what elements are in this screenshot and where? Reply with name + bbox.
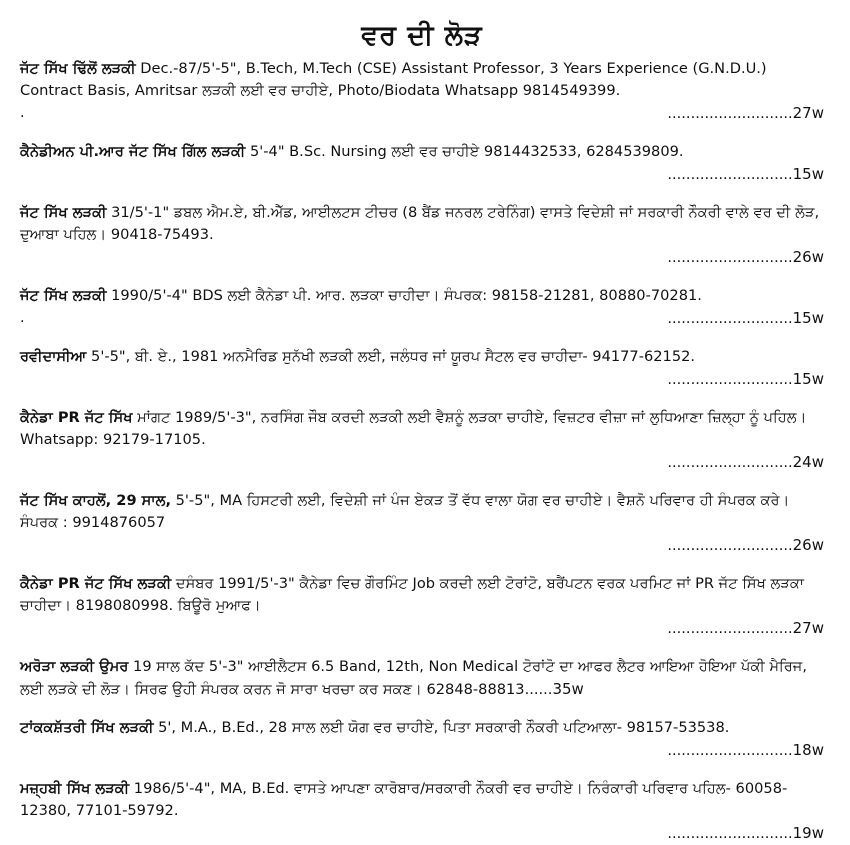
ad-dots: ........................... [667, 249, 793, 266]
ad-body: 5'-5", ਬੀ. ਏ., 1981 ਅਨਮੈਰਿਡ ਸੁਨੱਖੀ ਲੜਕੀ ਲਈ, ਜਲੰਧਰ ਜਾਂ ਯੂਰਪ ਸੈਟਲ ਵਰ ਚਾਹੀਦਾ- 94177-62152. [86, 348, 696, 365]
ad-heading: ਕੈਨੇਡਾ PR ਜੱਟ ਸਿੱਖ ਲੜਕੀ [20, 575, 172, 592]
ad-body: 1990/5'-4" BDS ਲਈ ਕੈਨੇਡਾ ਪੀ. ਆਰ. ਲੜਕਾ ਚਾਹੀਦਾ। ਸੰਪਰਕ: 98158-21281, 80880-70281. [106, 287, 702, 304]
ad-code: 15w [792, 370, 824, 388]
ad-code-line [20, 163, 824, 186]
ad-item [20, 778, 824, 845]
ad-body: 1986/5'-4", MA, B.Ed. ਵਾਸਤੇ ਆਪਣਾ ਕਾਰੋਬਾਰ/ਸਰਕਾਰੀ ਨੌਕਰੀ ਵਰ ਚਾਹੀਏ। ਨਿਰੰਕਾਰੀ ਪਰਿਵਾਰ ਪਹਿਲ- 60058-12380, 77101-59792. [20, 780, 788, 819]
ad-body: 31/5'-1" ਡਬਲ ਐਮ.ਏ, ਬੀ.ਐੱਡ, ਆਈਲਟਸ ਟੀਚਰ (8 ਬੈਂਡ ਜਨਰਲ ਟਰੇਨਿੰਗ) ਵਾਸਤੇ ਵਿਦੇਸ਼ੀ ਜਾਂ ਸਰਕਾਰੀ ਨੌਕਰੀ ਵਾਲੇ ਵਰ ਦੀ ਲੋੜ, ਦੁਆਬਾ ਪਹਿਲ। 90418-75493. [20, 204, 820, 243]
ad-body: 5', M.A., B.Ed., 28 ਸਾਲ ਲਈ ਯੋਗ ਵਰ ਚਾਹੀਏ, ਪਿਤਾ ਸਰਕਾਰੀ ਨੌਕਰੀ ਪਟਿਆਲਾ- 98157-53538. [153, 719, 730, 736]
ad-text [20, 717, 824, 739]
ad-heading: ਮਜ਼੍ਹਬੀ ਸਿੱਖ ਲੜਕੀ [20, 780, 130, 797]
ad-text [20, 285, 824, 307]
ad-code: 27w [792, 619, 824, 637]
ad-code: 15w [792, 309, 824, 327]
ad-body: Dec.-87/5'-5", B.Tech, M.Tech (CSE) Assistant Professor, 3 Years Experience (G.N.D.U.) Contract Basis, Amritsar ਲੜਕੀ ਲਈ ਵਰ ਚਾਹੀਏ, Photo/Biodata Whatsapp 9814549399. [20, 60, 767, 99]
ad-dots: ........................... [667, 537, 793, 554]
ad-lead-dot: . [20, 104, 25, 121]
ad-item [20, 141, 824, 186]
ad-item [20, 346, 824, 391]
ad-code-line [20, 368, 824, 391]
ad-body: 19 ਸਾਲ ਕੱਦ 5'-3" ਆਈਲੈਟਸ 6.5 Band, 12th, Non Medical ਟੋਰਾਂਟੋ ਦਾ ਆਫਰ ਲੈਟਰ ਆਇਆ ਹੋਇਆ ਪੱਕੀ ਮੈਰਿਜ, ਲਈ ਲੜਕੇ ਦੀ ਲੋੜ। ਸਿਰਫ ਉਹੀ ਸੰਪਰਕ ਕਰਨ ਜੋ ਸਾਰਾ ਖਰਚਾ ਕਰ ਸਕਣ। 62848-88813. [20, 658, 807, 698]
ad-text [20, 141, 824, 163]
ad-code-line [20, 822, 824, 845]
ad-code: 19w [792, 824, 824, 842]
ad-item [20, 407, 824, 474]
ad-code: 26w [792, 536, 824, 554]
ad-text [20, 407, 824, 451]
ad-text [20, 346, 824, 368]
ad-code: 15w [792, 165, 824, 183]
ad-body: ਦਸੰਬਰ 1991/5'-3" ਕੈਨੇਡਾ ਵਿਚ ਗੌਰਮਿੰਟ Job ਕਰਦੀ ਲਈ ਟੋਰਾਂਟੋ, ਬਰੈਂਪਟਨ ਵਰਕ ਪਰਮਿਟ ਜਾਂ PR ਜੱਟ ਸਿੱਖ ਲੜਕਾ ਚਾਹੀਦਾ। 8198080998. ਬਿਊਰੋ ਮੁਆਫ। [20, 575, 805, 614]
ad-code: 27w [792, 104, 824, 122]
ad-heading: ਰਵੀਦਾਸੀਆ [20, 348, 87, 365]
ad-item [20, 202, 824, 269]
ad-heading: ਜੱਟ ਸਿੱਖ ਢਿੱਲੋਂ ਲੜਕੀ [20, 60, 136, 77]
ad-code-line [20, 102, 824, 125]
ad-dots: ........................... [667, 105, 793, 122]
ad-text [20, 58, 824, 102]
ad-dots: ........................... [667, 166, 793, 183]
ad-code: 26w [792, 248, 824, 266]
ad-item [20, 656, 824, 701]
ad-heading: ਟਾਂਕਕਸ਼ੱਤਰੀ ਸਿੱਖ ਲੜਕੀ [20, 719, 154, 736]
ad-item [20, 58, 824, 125]
ad-code-line [20, 534, 824, 557]
ad-heading: ਜੱਟ ਸਿੱਖ ਲੜਕੀ [20, 204, 107, 221]
ad-text [20, 202, 824, 246]
ad-dots: ........................... [667, 620, 793, 637]
ad-code-line [20, 307, 824, 330]
ad-heading: ਅਰੋੜਾ ਲੜਕੀ ਉਮਰ [20, 658, 129, 675]
ad-code: 35w [552, 680, 584, 698]
ad-heading: ਕੈਨੇਡਾ PR ਜੱਟ ਸਿੱਖ [20, 409, 133, 426]
ad-text [20, 573, 824, 617]
ad-heading: ਜੱਟ ਸਿੱਖ ਲੜਕੀ [20, 287, 107, 304]
ad-code-line [20, 617, 824, 640]
ad-code: 18w [792, 741, 824, 759]
ad-heading: ਜੱਟ ਸਿੱਖ ਕਾਹਲੋਂ, 29 ਸਾਲ, [20, 492, 171, 509]
page-title: ਵਰ ਦੀ ਲੋੜ [361, 20, 483, 51]
ad-heading: ਕੈਨੇਡੀਅਨ ਪੀ.ਆਰ ਜੱਟ ਸਿੱਖ ਗਿੱਲ ਲੜਕੀ [20, 143, 246, 160]
ad-lead-dot: . [20, 309, 25, 326]
ad-body: ਮਾਂਗਟ 1989/5'-3", ਨਰਸਿੰਗ ਜੌਬ ਕਰਦੀ ਲੜਕੀ ਲਈ ਵੈਸ਼ਨੂੰ ਲੜਕਾ ਚਾਹੀਏ, ਵਿਜ਼ਟਰ ਵੀਜ਼ਾ ਜਾਂ ਲੁਧਿਆਣਾ ਜ਼ਿਲ੍ਹਾ ਨੂੰ ਪਹਿਲ। Whatsapp: 92179-17105. [20, 409, 807, 448]
ad-item [20, 285, 824, 330]
ad-text [20, 490, 824, 534]
ad-text [20, 778, 824, 822]
ad-item [20, 717, 824, 762]
ad-text [20, 656, 824, 701]
ad-dots: ........................... [667, 310, 793, 327]
ad-item [20, 490, 824, 557]
ad-item [20, 573, 824, 640]
ads-list [20, 58, 824, 845]
ad-dots: ..... [529, 681, 553, 698]
ad-body: 5'-5", MA ਹਿਸਟਰੀ ਲਈ, ਵਿਦੇਸ਼ੀ ਜਾਂ ਪੰਜ ਏਕੜ ਤੋਂ ਵੱਧ ਵਾਲਾ ਯੋਗ ਵਰ ਚਾਹੀਏ। ਵੈਸ਼ਨੋ ਪਰਿਵਾਰ ਹੀ ਸੰਪਰਕ ਕਰੇ। ਸੰਪਰਕ : 9914876057 [20, 492, 790, 531]
ad-code: 24w [792, 453, 824, 471]
ad-code-line [20, 739, 824, 762]
ad-code-line [20, 246, 824, 269]
ad-dots: ........................... [667, 825, 793, 842]
ad-dots: ........................... [667, 454, 793, 471]
ad-dots: ........................... [667, 371, 793, 388]
ad-body: 5'-4" B.Sc. Nursing ਲਈ ਵਰ ਚਾਹੀਏ 9814432533, 6284539809. [245, 143, 684, 160]
ad-dots: ........................... [667, 742, 793, 759]
ad-code-line [20, 451, 824, 474]
